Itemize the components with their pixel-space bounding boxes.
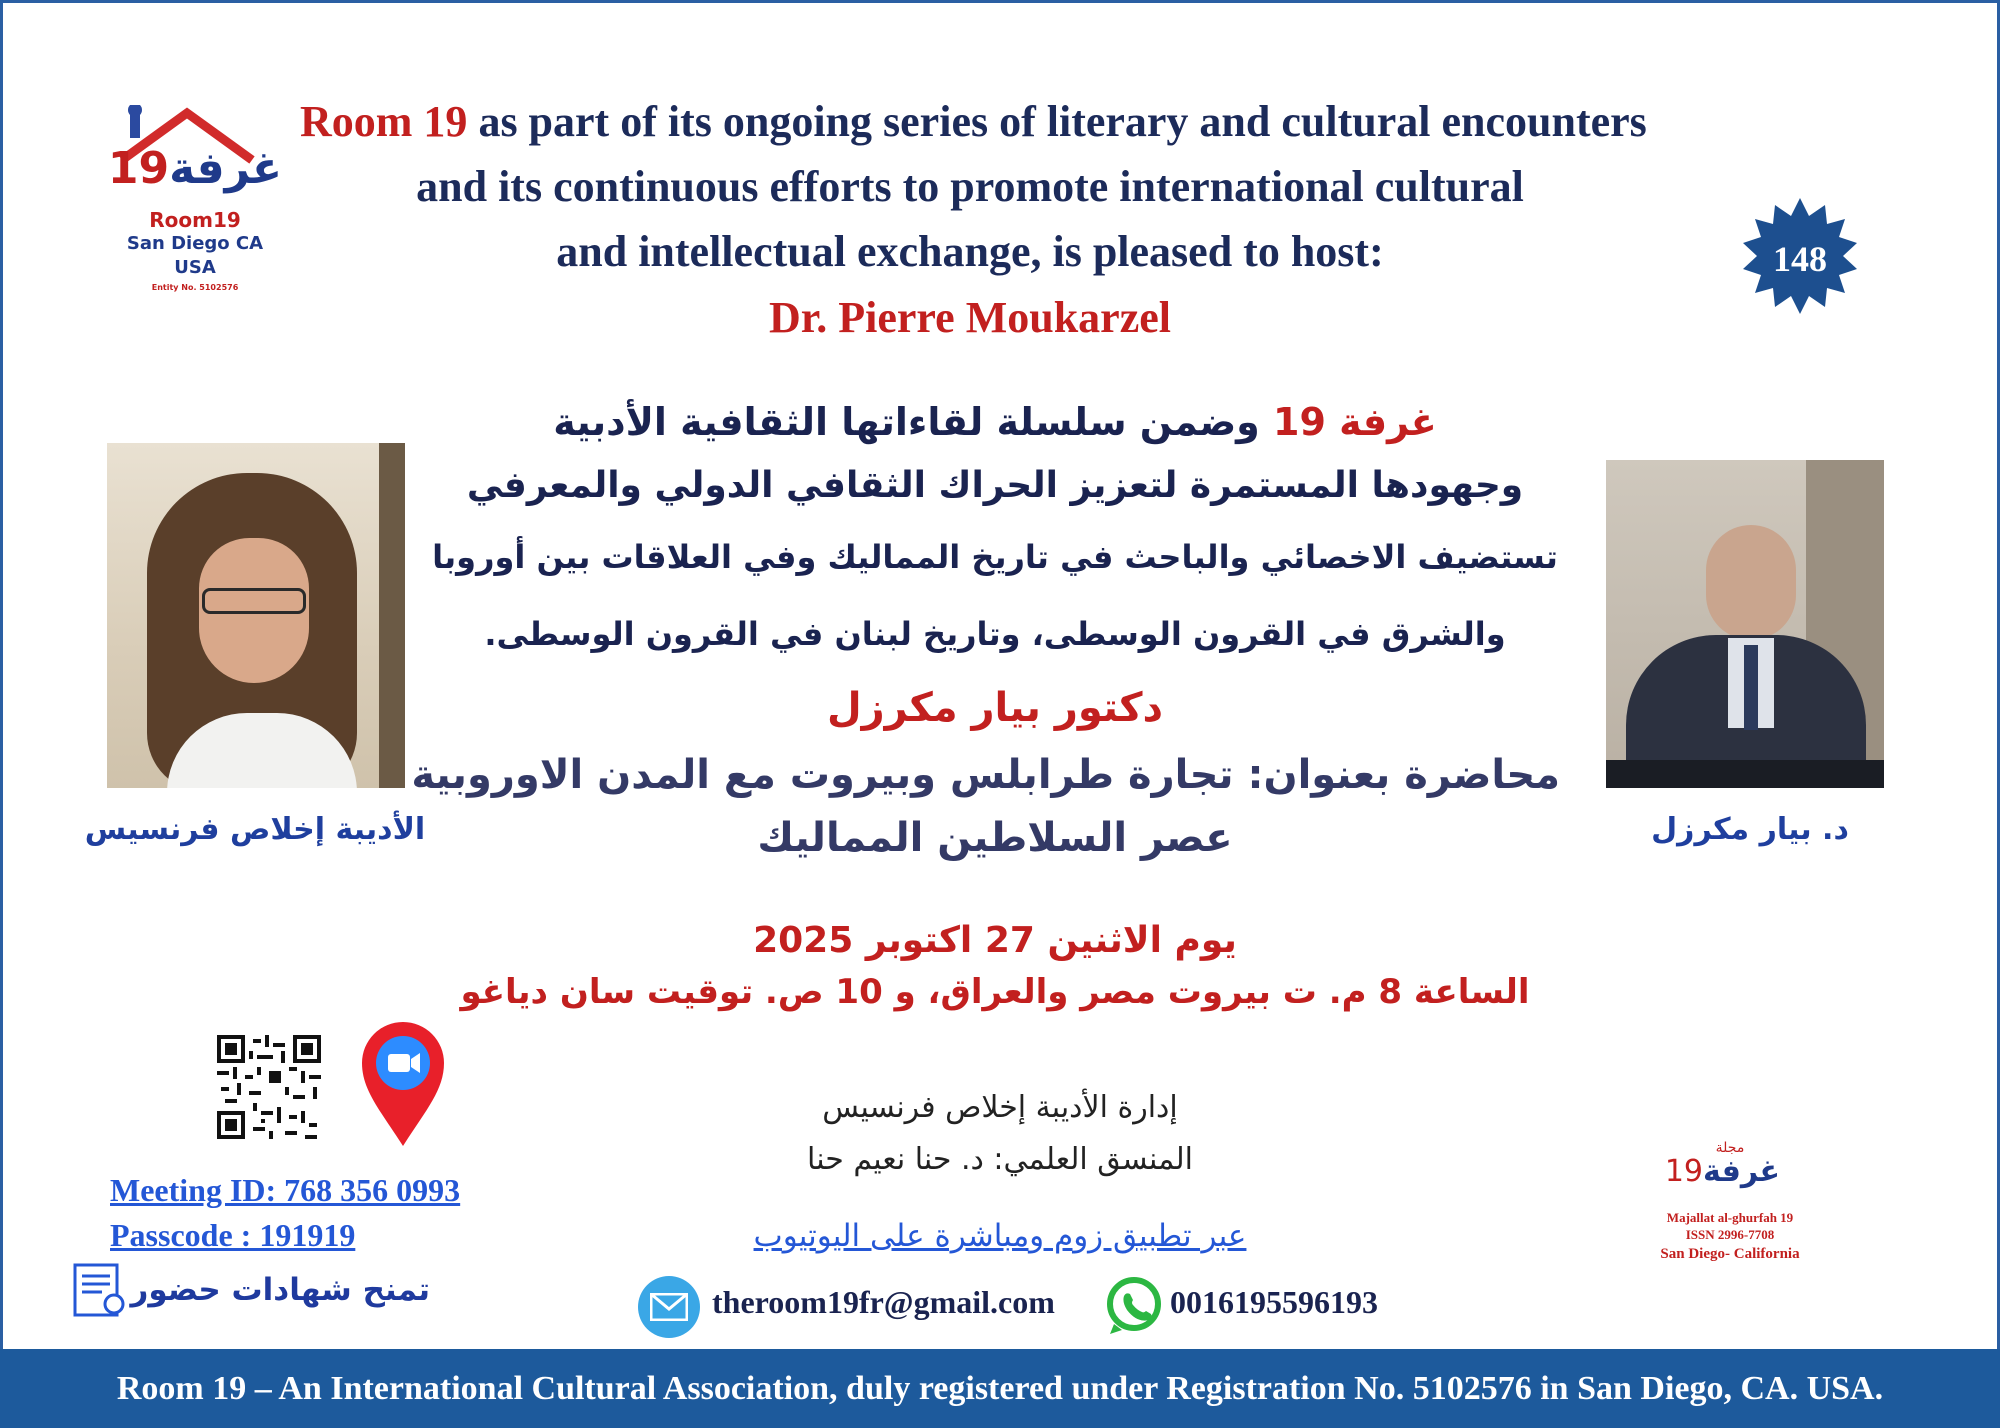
arabic-line-2: وجهودها المستمرة لتعزيز الحراك الثقافي الدولي والمعرفي bbox=[466, 465, 1524, 506]
contact-email[interactable]: theroom19fr@gmail.com bbox=[712, 1284, 1055, 1320]
contact-phone[interactable]: 0016195596193 bbox=[1170, 1284, 1378, 1320]
meeting-id[interactable]: Meeting ID: 768 356 0993 bbox=[110, 1172, 461, 1208]
management-host: إدارة الأديبة إخلاص فرنسيس bbox=[822, 1090, 1178, 1125]
magazine-logo bbox=[1630, 1140, 1830, 1270]
magazine-issn: ISSN 2996-7708 bbox=[1685, 1227, 1775, 1242]
arabic-line-3: تستضيف الاخصائي والباحث في تاريخ المماليك وفي العلاقات بين أوروبا bbox=[432, 538, 1558, 576]
logo-country: USA bbox=[174, 257, 216, 278]
portrait-photo-right bbox=[1606, 460, 1884, 788]
zoom-pin-icon[interactable] bbox=[360, 1020, 446, 1148]
magazine-number: 19 bbox=[1664, 1154, 1703, 1189]
english-line-1 bbox=[300, 96, 1647, 147]
certificate-icon bbox=[72, 1262, 128, 1320]
logo-brand-arabic: غرفة bbox=[169, 143, 283, 194]
arabic-line-1-text: وضمن سلسلة لقاءاتها الثقافية الأدبية bbox=[553, 400, 1260, 444]
magazine-city: San Diego- California bbox=[1660, 1246, 1800, 1262]
logo-name: Room19 bbox=[149, 208, 241, 232]
event-time: الساعة 8 م. ت بيروت مصر والعراق، و 10 ص. توقيت سان دياغو bbox=[460, 972, 1530, 1012]
whatsapp-icon[interactable] bbox=[1104, 1276, 1164, 1336]
arabic-line-1 bbox=[430, 400, 1560, 444]
event-date: يوم الاثنين 27 اكتوبر 2025 bbox=[753, 920, 1237, 961]
lecture-title-line-2: عصر السلاطين المماليك bbox=[757, 815, 1233, 861]
logo-city: San Diego CA bbox=[126, 233, 264, 254]
magazine-label-small: مجلة bbox=[1715, 1140, 1745, 1156]
qr-code-icon[interactable] bbox=[217, 1035, 321, 1139]
english-line-2: and its continuous efforts to promote international cultural bbox=[416, 162, 1524, 211]
meeting-passcode[interactable]: Passcode : 191919 bbox=[110, 1217, 356, 1253]
lecture-title-line-1: محاضرة بعنوان: تجارة طرابلس وبيروت مع المدن الاوروبية bbox=[411, 752, 1560, 798]
footer-registration: Room 19 – An International Cultural Association, duly registered under Registration No. 5102576 in San Diego, CA. USA. bbox=[0, 1349, 2000, 1428]
portrait-caption-left: الأديبة إخلاص فرنسيس bbox=[84, 812, 426, 847]
logo-entity: Entity No. 5102576 bbox=[151, 283, 239, 292]
certificates-text: تمنح شهادات حضور bbox=[130, 1272, 430, 1308]
english-line-3: and intellectual exchange, is pleased to host: bbox=[556, 227, 1384, 276]
english-highlight: Room 19 bbox=[300, 97, 468, 146]
english-line-1-text: as part of its ongoing series of literary and cultural encounters bbox=[467, 97, 1647, 146]
english-guest-name: Dr. Pierre Moukarzel bbox=[769, 293, 1171, 342]
arabic-highlight: غرفة 19 bbox=[1273, 400, 1437, 444]
room19-logo bbox=[100, 105, 290, 295]
management-coordinator: المنسق العلمي: د. حنا نعيم حنا bbox=[807, 1142, 1193, 1177]
magazine-title: Majallat al-ghurfah 19 bbox=[1666, 1210, 1794, 1225]
logo-brand-number: 19 bbox=[107, 143, 170, 194]
magazine-brand: غرفة bbox=[1703, 1154, 1780, 1189]
arabic-line-4: والشرق في القرون الوسطى، وتاريخ لبنان في القرون الوسطى. bbox=[484, 615, 1506, 653]
email-icon[interactable] bbox=[638, 1276, 700, 1338]
star-badge bbox=[1738, 196, 1862, 320]
arabic-guest-name: دكتور بيار مكرزل bbox=[826, 685, 1164, 731]
broadcast-link[interactable]: عبر تطبيق زوم ومباشرة على اليوتيوب bbox=[753, 1218, 1247, 1254]
portrait-photo-left bbox=[107, 443, 405, 788]
badge-number: 148 bbox=[1773, 239, 1827, 279]
portrait-caption-right: د. بيار مكرزل bbox=[1651, 812, 1849, 847]
